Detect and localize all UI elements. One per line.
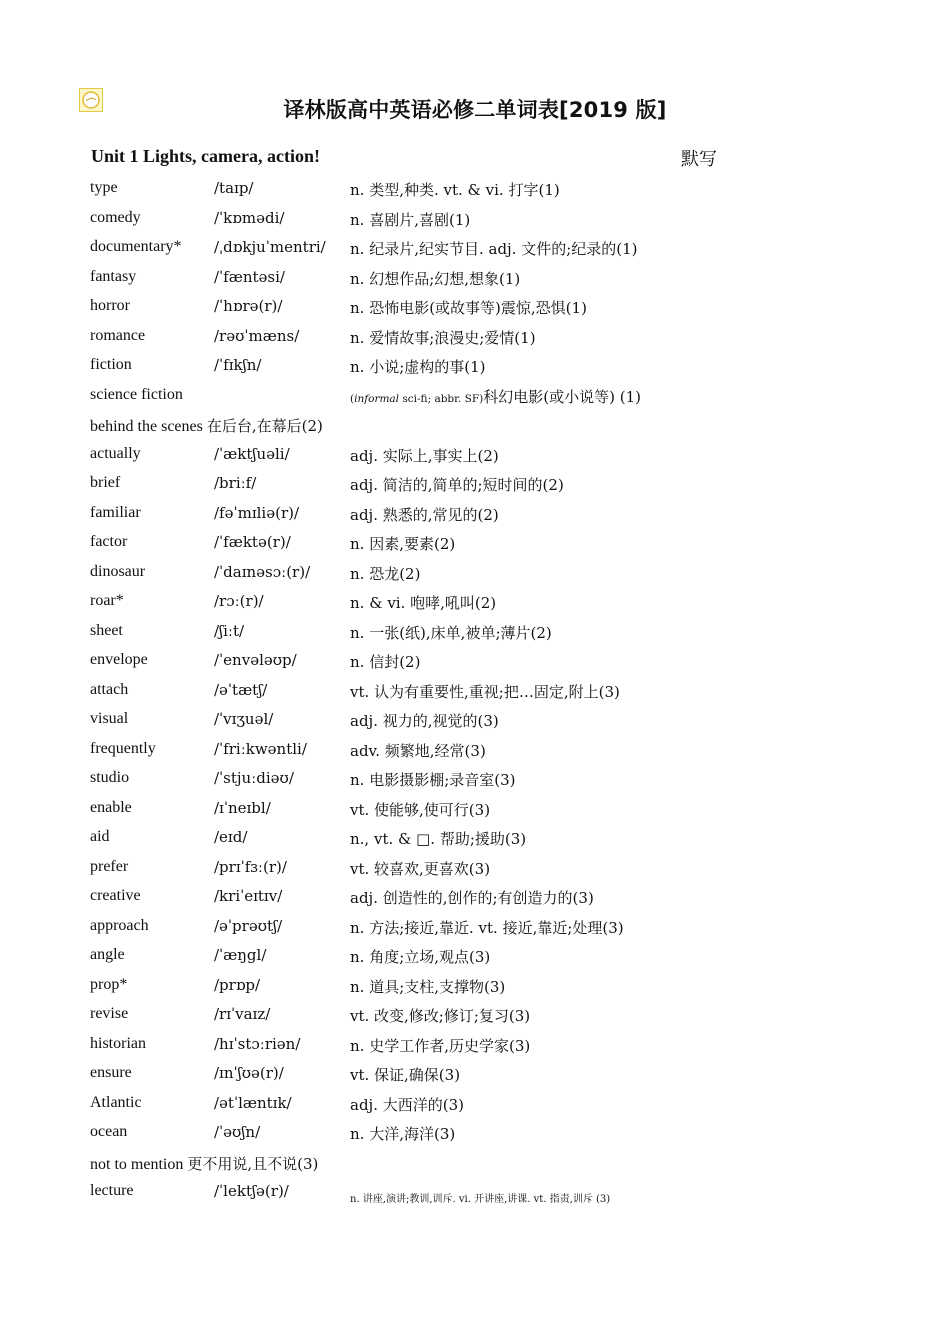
vocab-phonetic: /əˈtætʃ/ — [214, 680, 268, 699]
vocab-word: approach — [90, 916, 149, 934]
vocab-definition: 在后台,在幕后(2) — [206, 417, 323, 435]
vocab-definition: n. 恐龙(2) — [350, 564, 421, 583]
vocab-row — [0, 295, 950, 325]
vocab-phonetic: /ˈəʊʃn/ — [214, 1123, 261, 1141]
vocab-row — [0, 1003, 950, 1033]
vocab-word: science fiction — [90, 385, 183, 403]
vocab-phonetic: /rəʊˈmæns/ — [214, 326, 300, 345]
vocab-phonetic: /prɒp/ — [214, 975, 261, 994]
vocab-phonetic: /ˈvɪʒuəl/ — [214, 710, 274, 728]
vocab-definition: n. 大洋,海洋(3) — [350, 1125, 456, 1143]
vocab-phonetic: /ˈfriːkwəntli/ — [214, 739, 307, 758]
vocab-definition: n. 爱情故事;浪漫史;爱情(1) — [350, 328, 536, 347]
vocab-word: familiar — [90, 503, 141, 521]
vocab-row — [0, 620, 950, 650]
vocab-row — [0, 561, 950, 591]
vocab-phonetic: /ɪˈneɪbl/ — [214, 798, 271, 817]
vocab-word: fiction — [90, 356, 132, 373]
vocab-row — [0, 413, 950, 443]
vocab-word: documentary* — [90, 238, 182, 255]
vocab-row — [0, 1033, 950, 1063]
vocab-word: prefer — [90, 857, 129, 875]
vocab-phonetic: /ˈæktʃuəli/ — [214, 444, 290, 463]
vocab-phonetic: /ˈfɪkʃn/ — [214, 356, 262, 374]
vocab-word: envelope — [90, 651, 148, 668]
vocab-phonetic: /prɪˈfɜː(r)/ — [214, 857, 287, 876]
vocabulary-list — [0, 177, 950, 1210]
vocab-definition: adj. 熟悉的,常见的(2) — [350, 505, 499, 524]
vocab-word: revise — [90, 1005, 129, 1022]
vocab-word: historian — [90, 1034, 146, 1052]
vocab-phonetic: /ˈhɒrə(r)/ — [214, 297, 283, 315]
vocab-word: lecture — [90, 1182, 134, 1199]
vocab-definition: n. 电影摄影棚;录音室(3) — [350, 771, 516, 789]
vocab-definition: adj. 视力的,视觉的(3) — [350, 712, 499, 730]
vocab-word: ensure — [90, 1064, 132, 1081]
vocab-row — [0, 1121, 950, 1151]
vocab-definition: 更不用说,且不说(3) — [187, 1154, 319, 1173]
vocab-row — [0, 1180, 950, 1210]
vocab-row — [0, 679, 950, 709]
vocab-definition: n. 恐怖电影(或故事等)震惊,恐惧(1) — [350, 299, 587, 317]
vocab-phonetic: /ˈfæntəsi/ — [214, 267, 285, 286]
vocab-row — [0, 708, 950, 738]
vocab-word: roar* — [90, 592, 124, 609]
vocab-word: aid — [90, 828, 110, 845]
vocab-word: dinosaur — [90, 562, 146, 580]
vocab-definition: vt. 使能够,使可行(3) — [350, 800, 491, 819]
unit-title: Unit 1 Lights, camera, action! — [91, 146, 320, 166]
vocab-phonetic: /kriˈeɪtɪv/ — [214, 887, 283, 905]
vocab-phonetic: /eɪd/ — [214, 828, 248, 846]
vocab-note: (informal sci-fi; abbr. SF) — [350, 392, 484, 405]
vocab-word: actually — [90, 444, 141, 462]
vocab-row — [0, 885, 950, 915]
vocab-row — [0, 738, 950, 768]
vocab-definition: n. & vi. 咆哮,吼叫(2) — [350, 594, 497, 612]
vocab-phonetic: /ˈstjuːdiəʊ/ — [214, 769, 294, 787]
vocab-phonetic: /ˈkɒmədi/ — [214, 208, 285, 227]
vocab-row — [0, 207, 950, 237]
vocab-definition: n. 幻想作品;幻想,想象(1) — [350, 269, 521, 288]
vocab-definition: n. 方法;接近,靠近. vt. 接近,靠近;处理(3) — [350, 918, 624, 937]
vocab-row — [0, 915, 950, 945]
vocab-phonetic: /rɪˈvaɪz/ — [214, 1005, 271, 1023]
vocab-phonetic: /ˌdɒkjuˈmentri/ — [214, 238, 326, 256]
vocab-definition: n. 小说;虚构的事(1) — [350, 358, 486, 376]
vocab-row — [0, 325, 950, 355]
vocab-definition: n. 角度;立场,观点(3) — [350, 948, 491, 966]
vocab-definition: (informal sci-fi; abbr. SF)科幻电影(或小说等) (1) — [350, 387, 641, 406]
vocab-phonetic: /rɔː(r)/ — [214, 592, 264, 610]
vocab-row — [0, 354, 950, 384]
vocab-row — [0, 974, 950, 1004]
vocab-word: attach — [90, 680, 129, 698]
vocab-phonetic: /ɪnˈʃʊə(r)/ — [214, 1064, 284, 1082]
vocab-definition: n., vt. & □. 帮助;援助(3) — [350, 830, 527, 848]
vocab-definition: vt. 认为有重要性,重视;把…固定,附上(3) — [350, 682, 620, 701]
vocab-word: sheet — [90, 621, 123, 639]
vocab-definition: n. 讲座,演讲;教训,训斥. vi. 开讲座,讲课. vt. 指责,训斥 (3) — [350, 1194, 611, 1205]
vocab-word: creative — [90, 887, 141, 904]
vocab-definition: n. 类型,种类. vt. & vi. 打字(1) — [350, 181, 560, 199]
vocab-row — [0, 1151, 950, 1181]
vocab-phonetic: /əˈprəʊtʃ/ — [214, 916, 283, 935]
vocab-row — [0, 443, 950, 473]
vocab-definition: n. 喜剧片,喜剧(1) — [350, 210, 471, 229]
vocab-definition: vt. 保证,确保(3) — [350, 1066, 461, 1084]
vocab-row — [0, 1092, 950, 1122]
vocab-definition: n. 信封(2) — [350, 653, 421, 671]
vocab-phonetic: /ʃiːt/ — [214, 621, 245, 640]
vocab-phonetic: /ˈfæktə(r)/ — [214, 533, 291, 551]
vocab-row — [0, 531, 950, 561]
vocab-word: type — [90, 179, 118, 196]
vocab-row — [0, 767, 950, 797]
vocab-row — [0, 826, 950, 856]
vocab-phonetic: /taɪp/ — [214, 179, 254, 197]
vocab-definition: adj. 简洁的,简单的;短时间的(2) — [350, 476, 564, 494]
vocab-word: visual — [90, 710, 129, 727]
vocab-phonetic: /briːf/ — [214, 474, 257, 492]
vocab-row — [0, 797, 950, 827]
page-title: 译林版高中英语必修二单词表[2019 版] — [283, 98, 667, 122]
vocab-word: fantasy — [90, 267, 137, 285]
vocab-definition: vt. 改变,修改;修订;复习(3) — [350, 1007, 531, 1025]
vocab-word: frequently — [90, 739, 156, 757]
vocab-word: enable — [90, 798, 132, 816]
vocab-phonetic: /ˈlektʃə(r)/ — [214, 1182, 289, 1200]
dictation-label: 默写 — [681, 149, 717, 170]
vocab-definition: n. 一张(纸),床单,被单;薄片(2) — [350, 623, 552, 642]
vocab-definition: n. 因素,要素(2) — [350, 535, 456, 553]
vocab-row — [0, 502, 950, 532]
vocab-word: horror — [90, 297, 130, 314]
vocab-word: Atlantic — [90, 1093, 142, 1111]
phrase-entry — [90, 415, 323, 436]
phrase-entry — [90, 1153, 318, 1174]
vocab-phrase: behind the scenes — [90, 418, 203, 435]
vocab-definition: adj. 大西洋的(3) — [350, 1095, 464, 1114]
vocab-definition: n. 纪录片,纪实节目. adj. 文件的;纪录的(1) — [350, 240, 638, 258]
vocab-phonetic: /hɪˈstɔːriən/ — [214, 1034, 301, 1053]
vocab-row — [0, 649, 950, 679]
vocab-word: romance — [90, 326, 146, 344]
vocab-word: studio — [90, 769, 130, 786]
vocab-phrase: not to mention — [90, 1155, 184, 1173]
vocab-row — [0, 384, 950, 414]
vocab-word: prop* — [90, 975, 128, 993]
vocab-phonetic: /ˈenvələʊp/ — [214, 651, 297, 669]
vocab-definition: adv. 频繁地,经常(3) — [350, 741, 486, 760]
vocab-definition: vt. 较喜欢,更喜欢(3) — [350, 859, 491, 878]
vocab-row — [0, 590, 950, 620]
vocab-row — [0, 856, 950, 886]
vocab-row — [0, 236, 950, 266]
vocab-word: brief — [90, 474, 121, 491]
vocab-row — [0, 177, 950, 207]
vocab-row — [0, 1062, 950, 1092]
vocab-definition: n. 史学工作者,历史学家(3) — [350, 1036, 531, 1055]
vocab-phonetic: /ətˈlæntɪk/ — [214, 1093, 292, 1112]
vocab-row — [0, 944, 950, 974]
vocab-definition: n. 道具;支柱,支撑物(3) — [350, 977, 506, 996]
vocab-phonetic: /fəˈmɪliə(r)/ — [214, 503, 300, 522]
vocab-word: angle — [90, 946, 125, 963]
vocab-word: comedy — [90, 208, 141, 226]
vocab-row — [0, 472, 950, 502]
vocab-word: factor — [90, 533, 128, 550]
vocab-row — [0, 266, 950, 296]
vocab-definition: adj. 实际上,事实上(2) — [350, 446, 499, 465]
vocab-phonetic: /ˈdaɪnəsɔː(r)/ — [214, 562, 311, 581]
vocab-phonetic: /ˈæŋgl/ — [214, 946, 267, 964]
vocab-definition: adj. 创造性的,创作的;有创造力的(3) — [350, 889, 594, 907]
vocab-word: ocean — [90, 1123, 128, 1140]
